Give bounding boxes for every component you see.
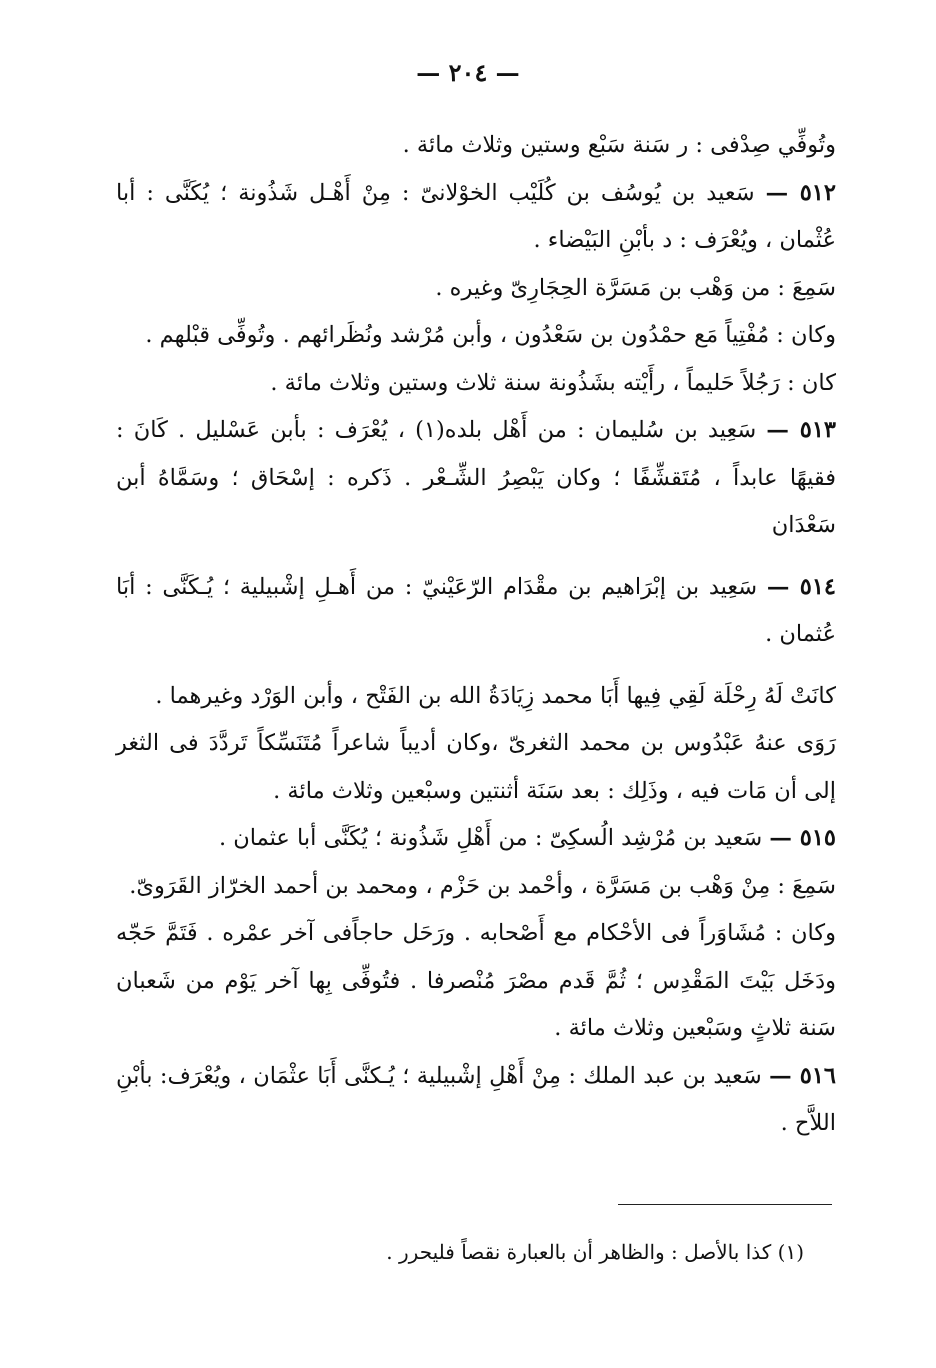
footnote: (١) كذا بالأصل : والظاهر أن بالعبارة نقصاً فليحرر .: [386, 1240, 804, 1264]
entry-number: ٥١٤ —: [766, 573, 836, 600]
text-paragraph: [116, 122, 836, 170]
biography-entry: [116, 564, 836, 659]
paragraph-gap: [116, 550, 836, 564]
page-number: — ٢٠٤ —: [416, 58, 520, 87]
paragraph-text: وكان : مُشَاوَراً فى الأحْكام مع أَصْحابه . ورَحَل حاجاًفى آخر عمْره . فَتَمَّ حَجّه ودَخَل بَيْتَ المَقْدِس ؛ ثُمَّ قَدم مصْرَ مُنْصرفا . فتُوفِّى بِها آخر يَوْم من شَعبان سَنة ثلاثٍ وسَبْعين وثلاث مائة .: [116, 920, 836, 1041]
biography-entry: [116, 170, 836, 265]
paragraph-text: سَعِيد بن سُليمان : من أَهْل بلده(١) ، يُعْرَف : بأبن عَسْليل . كَانَ : فقيهًا عابداً ، مُتَقشِّفًا ؛ وكان يَبْصِرُ الشِّـعْر . ذَكره : إسْحَاق ؛ وسَمَّاهُ أبن سَعْدَان: [116, 417, 836, 538]
entry-number: ٥١٣ —: [766, 417, 836, 443]
paragraph-text: سَعيد بن عبد الملك : مِنْ أَهْلِ إشْبيلية ؛ يُـكنَّى أَبَا عثْمَان ، ويُعْرَف: بأبْنِ اللاَّح .: [116, 1062, 836, 1136]
text-paragraph: [116, 265, 836, 313]
entry-number: ٥١٢ —: [765, 179, 836, 206]
paragraph-text: وكان : مُفْتِياً مَع حمْدُون بن سَعْدُون ، وأبن مُرْشد ونُظَرائهم . وتُوفِّى قبْلهم .: [145, 322, 836, 348]
text-paragraph: [116, 720, 836, 815]
footnote-divider: [618, 1204, 832, 1205]
paragraph-text: كانَتْ لَهُ رِحْلَة لَقِي فِيها أَبَا محمد زِيَادَةُ الله بن الفَتْح ، وأبن الوَرْد وغيرهما .: [155, 682, 836, 709]
text-paragraph: [116, 910, 836, 1053]
biography-entry: [116, 1053, 836, 1148]
text-paragraph: [116, 673, 836, 721]
paragraph-text: سَمِعَ : مِنْ وَهْب بن مَسَرَّة ، وأحْمد بن حَزْم ، ومحمد بن أحمد الخرّاز القَرَوىّ.: [129, 872, 836, 899]
text-paragraph: [116, 312, 836, 360]
main-text: [116, 122, 836, 1148]
paragraph-text: كان : رَجُلاً حَليماً ، رأَيْته بشَذُونة سنة ثلاث وستين وثلاث مائة .: [270, 369, 836, 396]
paragraph-text: وتُوفِّي صِدْفى : ر سَنة سَبْع وستين وثلاث مائة .: [402, 132, 836, 158]
paragraph-text: سَعيد بن يُوسُف بن كُلَيْب الخوْلانىّ : مِنْ أَهْـل شَذُونة ؛ يُكَنَّى : أبا عُثْمان ، ويُعْرَف : د بأبْنِ البَيْضاء .: [116, 179, 836, 253]
entry-number: ٥١٥ —: [769, 825, 836, 851]
paragraph-text: رَوَى عنهُ عَبْدُوس بن محمد الثغرىّ ،وكان أديباً شاعراً مُتَنَسِّكاً تَردَّدَ فى الثغر إلى أن مَات فيه ، وذَلِك : بعد سَنَة أثنتين وسبْعين وثلاث مائة .: [116, 730, 836, 804]
paragraph-gap: [116, 659, 836, 673]
paragraph-text: سَعيد بن مُرْشِد الُسكِىّ : من أَهْلِ شَذُونة ؛ يُكَنَّى أبا عثمان .: [218, 825, 770, 851]
paragraph-text: سَمِعَ : من وَهْب بن مَسَرَّة الحِجَارِىّ وغيره .: [435, 274, 836, 301]
biography-entry: [116, 815, 836, 863]
biography-entry: [116, 407, 836, 550]
text-paragraph: [116, 360, 836, 408]
entry-number: ٥١٦ —: [769, 1062, 836, 1089]
paragraph-text: سَعِيد بن إبْرَاهيم بن مقْدَام الرّعَيْنيّ : من أَهـلِ إشْبيلية ؛ يُـكَنَّى : أبَا عُثمان .: [116, 573, 836, 647]
text-paragraph: [116, 863, 836, 911]
